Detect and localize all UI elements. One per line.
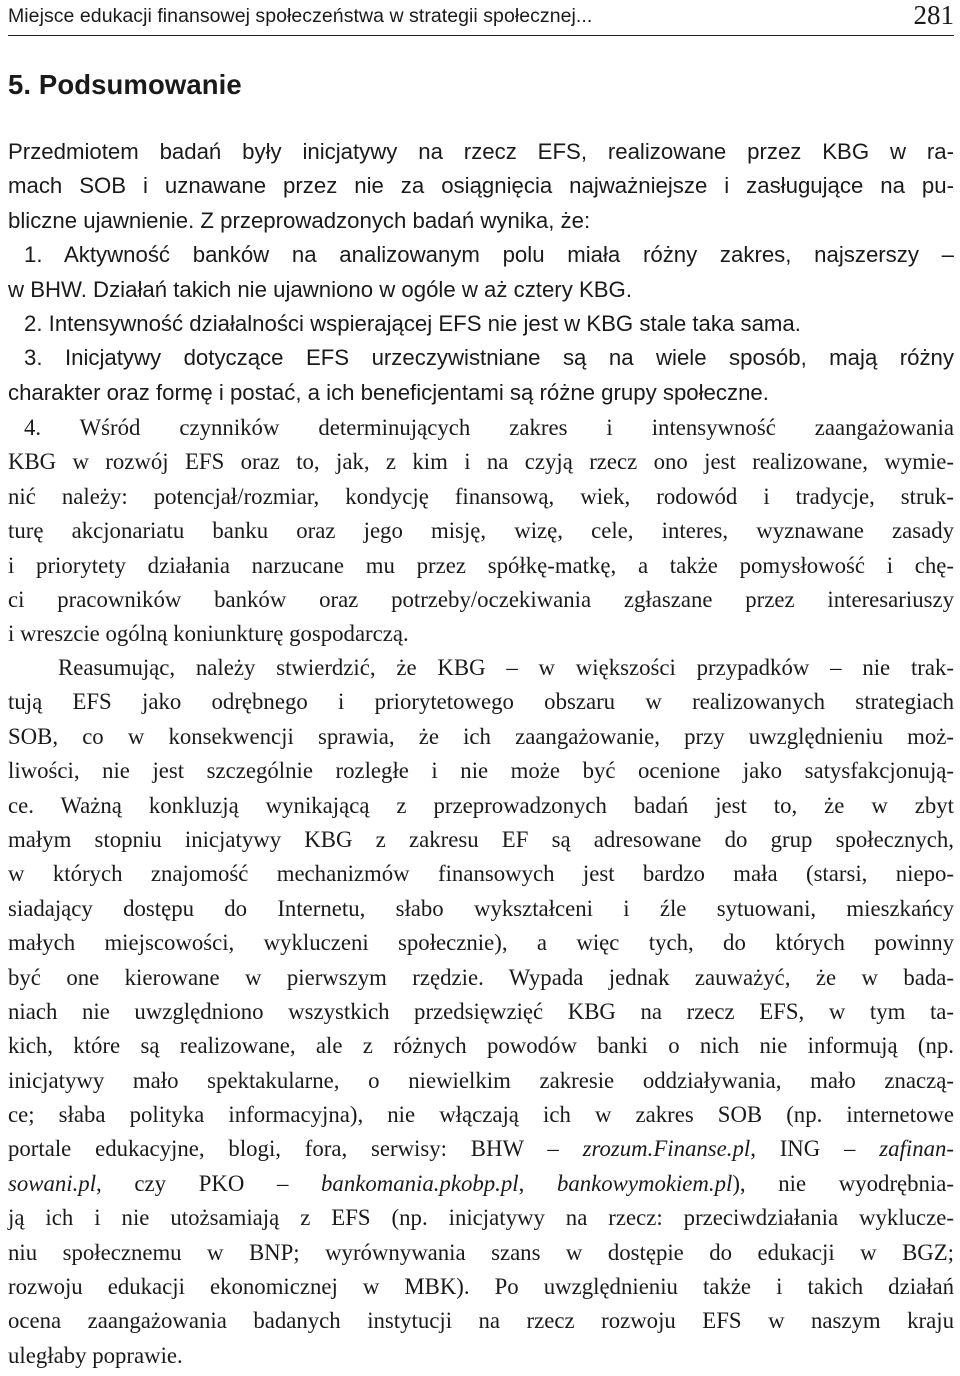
website-name: bankomania.pkobp.pl <box>321 1170 519 1196</box>
text-run: , <box>518 1170 557 1196</box>
section-heading: 5. Podsumowanie <box>8 69 242 100</box>
intro-line: bliczne ujawnienie. Z przeprowadzonych badań wynika, że: <box>8 207 591 233</box>
paragraph-line: i wreszcie ogólną koniunkturę gospodarczą. <box>8 621 409 647</box>
paragraph-line: małych miejscowości, wykluczeni społecznie), a więc tych, do których powinny <box>8 930 954 956</box>
paragraph-line: ocena zaangażowania badanych instytucji na rzecz rozwoju EFS w naszym kraju <box>8 1308 954 1334</box>
website-name: bankowymokiem.pl <box>556 1170 733 1196</box>
intro-block <box>8 135 954 410</box>
list-item-1: 1. Aktywność banków na analizowanym polu miała różny zakres, najszerszy – <box>24 242 954 268</box>
text-run: portale edukacyjne, blogi, fora, serwisy: BHW – <box>8 1136 583 1162</box>
paragraph-line: ce. Ważną konkluzją wynikającą z przeprowadzonych badań jest to, że w zbyt <box>8 792 954 818</box>
summary-paragraph <box>8 651 954 1373</box>
paragraph-line: w których znajomość mechanizmów finansowych jest bardzo mała (starsi, niepo- <box>8 861 954 887</box>
paragraph-line: i priorytety działania narzucane mu przez spółkę-matkę, a także pomysłowość i chę- <box>8 552 954 578</box>
intro-line: mach SOB i uznawane przez nie za osiągnięcia najważniejsze i zasługujące na pu- <box>8 173 954 199</box>
paragraph-line: inicjatywy mało spektakularne, o niewielkim zakresie oddziaływania, mało znaczą- <box>8 1067 954 1093</box>
website-name: zafinan- <box>879 1136 954 1162</box>
list-item-3: 3. Inicjatywy dotyczące EFS urzeczywistniane są na wiele sposób, mają różny <box>24 345 954 371</box>
paragraph-line: 4. Wśród czynników determinujących zakres i intensywność zaangażowania <box>24 415 954 440</box>
paragraph-line: turę akcjonariatu banku oraz jego misję, wizę, cele, interes, wyznawane zasady <box>8 518 954 544</box>
list-item-1-cont: w BHW. Działań takich nie ujawniono w ogóle w aż cztery KBG. <box>8 276 632 302</box>
list-item-2: 2. Intensywność działalności wspierającej EFS nie jest w KBG stale taka sama. <box>24 310 801 336</box>
text-run: , ING – <box>750 1136 880 1162</box>
paragraph-line: rozwoju edukacji ekonomicznej w MBK). Po uwzględnieniu także i takich działań <box>8 1274 954 1300</box>
paragraph-line: Reasumując, należy stwierdzić, że KBG – w większości przypadków – nie trak- <box>58 655 954 680</box>
paragraph-line: być one kierowane w pierwszym rzędzie. Wypada jednak zauważyć, że w bada- <box>8 964 954 990</box>
paragraph-line: ją ich i nie utożsamiają z EFS (np. inicjatywy na rzecz: przeciwdziałania wyklucze- <box>8 1205 954 1231</box>
paragraph-line: małym stopniu inicjatywy KBG z zakresu EF są adresowane do grup społecznych, <box>8 826 954 852</box>
text-run: ), nie wyodrębnia- <box>732 1170 954 1196</box>
paragraph-line: KBG w rozwój EFS oraz to, jak, z kim i na czyją rzecz ono jest realizowane, wymie- <box>8 449 954 475</box>
website-name: sowani.pl <box>8 1170 97 1196</box>
paragraph-line: uległaby poprawie. <box>8 1342 183 1368</box>
paragraph-line: liwości, nie jest szczególnie rozległe i nie może być ocenione jako satysfakcjonują- <box>8 758 954 784</box>
paragraph-line: nić należy: potencjał/rozmiar, kondycję finansową, wiek, rodowód i tradycje, struk- <box>8 483 954 509</box>
list-item-4 <box>8 411 954 652</box>
paragraph-line: tują EFS jako odrębnego i priorytetowego obszaru w realizowanych strategiach <box>8 689 954 715</box>
paragraph-line: siadający dostępu do Internetu, słabo wykształceni i źle sytuowani, mieszkańcy <box>8 895 954 921</box>
paragraph-line: niu społecznemu w BNP; wyrównywania szans w dostępie do edukacji w BGZ; <box>8 1239 954 1265</box>
running-title: Miejsce edukacji finansowej społeczeństwa w strategii społecznej... <box>8 5 593 27</box>
paragraph-line-portals <box>8 1132 954 1166</box>
paragraph-line: SOB, co w konsekwencji sprawia, że ich zaangażowanie, przy uwzględnieniu moż- <box>8 723 954 749</box>
list-item-3-cont: charakter oraz formę i postać, a ich beneficjentami są różne grupy społeczne. <box>8 379 769 405</box>
intro-line: Przedmiotem badań były inicjatywy na rzecz EFS, realizowane przez KBG w ra- <box>8 139 954 164</box>
paragraph-line: ci pracowników banków oraz potrzeby/oczekiwania zgłaszane przez interesariuszy <box>8 586 954 612</box>
running-header <box>8 2 954 36</box>
paragraph-line: ce; słaba polityka informacyjna), nie włączają ich w zakres SOB (np. internetowe <box>8 1102 954 1128</box>
website-name: zrozum.Finanse.pl <box>582 1136 751 1162</box>
page-number: 281 <box>913 0 954 30</box>
paragraph-line-sites <box>8 1167 954 1201</box>
paragraph-line: kich, które są realizowane, ale z różnych powodów banki o nich nie informują (np. <box>8 1033 954 1059</box>
paragraph-line: niach nie uwzględniono wszystkich przedsięwzięć KBG na rzecz EFS, w tym ta- <box>8 998 954 1024</box>
text-run: , czy PKO – <box>96 1170 322 1196</box>
